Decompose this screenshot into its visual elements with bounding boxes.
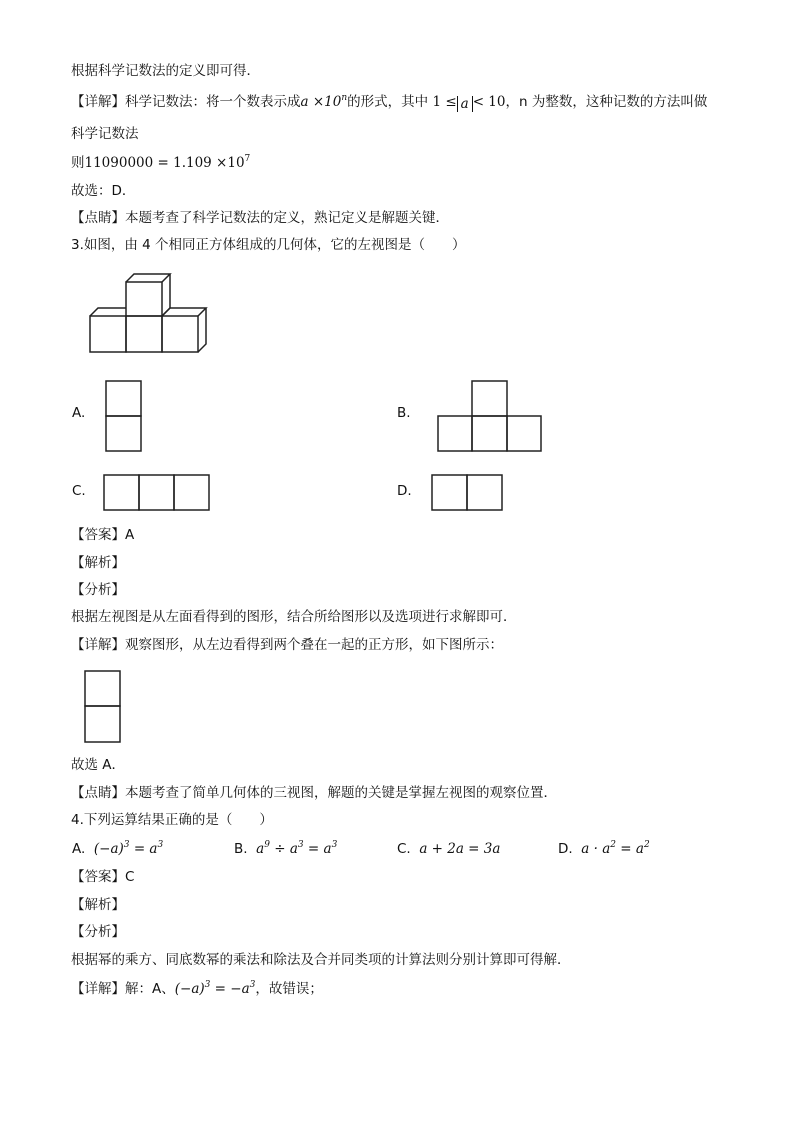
detail-tag: 【详解】 [71,981,125,997]
remark-line: 【点睛】本题考查了科学记数法的定义，熟记定义是解题关键． [71,210,449,226]
cube-top-lid [126,274,170,282]
cube-bottom-left-lid [90,308,126,316]
option-d-label[interactable]: D. [397,483,412,499]
q4-answer [71,868,134,886]
cube-top-front [126,282,162,316]
calculation-line: 则$11090000 = 1.109 \times 10^7$ [71,154,251,171]
formula-range: 1 ≤ a < 10 [432,94,506,112]
q3-answer [71,526,134,544]
remark-tag: 【点睛】 [71,785,125,801]
remark-tag: 【点睛】 [71,210,125,226]
answer-value: C [125,869,135,885]
detail-tag: 【详解】 [71,94,125,110]
option-b-label[interactable]: B. [397,405,411,421]
q4-option-d[interactable]: D. $a \cdot a^2 = a^2$ [558,840,650,857]
cube-solid-figure [88,272,214,356]
option-c-label[interactable]: C. [72,483,86,499]
detail-text: 科学记数法：将一个数表示成 [125,94,301,110]
q3-remark: 【点睛】本题考查了简单几何体的三视图，解题的关键是掌握左视图的观察位置． [71,785,557,801]
option-a-figure[interactable] [105,380,143,452]
option-c-figure[interactable] [103,474,211,512]
answer-value: A [125,527,135,543]
detail-text-3: ，n 为整数，这种记数的方法叫做 [505,94,708,110]
q3-choose: 故选 A． [71,757,126,773]
q4-option-b[interactable]: B. $a^9 \div a^3 = a^3$ [234,840,338,857]
formula-result: $11090000 = 1.109 \times 10^7$ [84,154,251,171]
q3-jiexi: 【解析】 [71,555,125,571]
q4-jiexi: 【解析】 [71,897,125,913]
question-3-stem: 3.如图，由 4 个相同正方体组成的几何体，它的左视图是（ ） [71,237,466,253]
formula-a-times-ten: $a \times 10^n$ [300,93,348,110]
choice-line: 故选：D． [71,183,136,199]
detail-scientific-notation [71,93,707,112]
cube-bottom-middle-front [126,316,162,352]
q3-fenxi: 【分析】 [71,582,125,598]
answer-tag: 【答案】 [71,869,125,885]
solution-line-definition: 根据科学记数法的定义即可得． [71,63,260,79]
q4-fenxi: 【分析】 [71,924,125,940]
option-d-figure[interactable] [431,474,504,512]
option-a-label[interactable]: A. [72,405,86,421]
cube-bottom-right-lid [162,308,206,316]
detail-tag: 【详解】 [71,637,125,653]
cube-bottom-right-front [162,316,198,352]
q3-detail: 【详解】观察图形，从左边看得到两个叠在一起的正方形，如下图所示： [71,637,503,653]
left-view-figure [84,670,122,744]
detail-continuation: 科学记数法 [71,126,139,142]
detail-text-2: 的形式，其中 [347,94,429,110]
cube-bottom-left-front [90,316,126,352]
q4-option-a[interactable]: A. $(-a)^3 = a^3$ [72,840,164,857]
q4-option-c[interactable]: C. a + 2a = 3a [397,841,501,857]
answer-tag: 【答案】 [71,527,125,543]
question-4-stem: 4.下列运算结果正确的是（ ） [71,812,273,828]
option-b-figure[interactable] [437,380,543,452]
q3-analysis: 根据左视图是从左面看得到的图形，结合所给图形以及选项进行求解即可． [71,609,517,625]
q4-analysis: 根据幂的乘方、同底数幂的乘法和除法及合并同类项的计算法则分别计算即可得解． [71,952,571,968]
q4-detail: 【详解】解：A、$(-a)^3 = -a^3$，故错误； [71,980,323,997]
